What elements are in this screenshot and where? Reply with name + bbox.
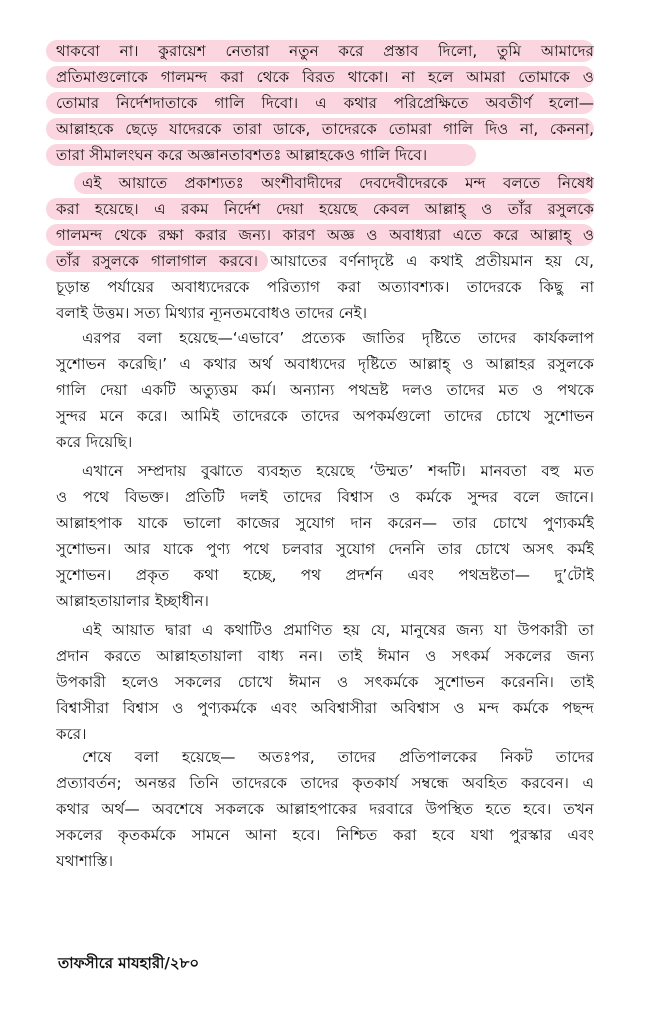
text-line: চূড়ান্ত পর্যায়ের অবাধ্যদেরকে পরিত্যাগ করা অত্যাবশ্যক। তাদেরকে কিছু না bbox=[56, 278, 594, 296]
text-line: সুশোভন করেছি।’ এ কথার অর্থ অবাধ্যদের দৃষ্টিতে আল্লাহ্ ও আল্লাহর রসুলকে bbox=[56, 355, 594, 373]
text-line: সকলের কৃতকর্মকে সামনে আনা হবে। নিশ্চিত করা হবে যথা পুরস্কার এবং bbox=[56, 826, 594, 844]
text-line: সুশোভন। আর যাকে পুণ্য পথে চলবার সুযোগ দেননি তার চোখে অসৎ কর্মই bbox=[56, 540, 594, 558]
text-line: বলাই উত্তম। সত্য মিথ্যার ন্যূনতমবোধও তাদের নেই। bbox=[56, 304, 368, 322]
text-line: তোমার নির্দেশদাতাকে গালি দিবো। এ কথার পরিপ্রেক্ষিতে অবতীর্ণ হলো— bbox=[56, 94, 594, 112]
text-line: গালি দেয়া একটি অত্যুত্তম কর্ম। অন্যান্য পথভ্রষ্ট দলও তাদের মত ও পথকে bbox=[56, 381, 594, 399]
text-line: থাকবো না। কুরায়েশ নেতারা নতুন করে প্রস্তাব দিলো, তুমি আমাদের bbox=[56, 42, 594, 60]
text-line: আল্লাহপাক যাকে ভালো কাজের সুযোগ দান করেন— তার চোখে পুণ্যকর্মই bbox=[56, 514, 594, 532]
text-line: শেষে বলা হয়েছে— অতঃপর, তাদের প্রতিপালকের নিকট তাদের bbox=[82, 748, 594, 766]
text-line: প্রদান করতে আল্লাহতায়ালা বাধ্য নন। তাই ঈমান ও সৎকর্ম সকলের জন্য bbox=[56, 647, 594, 665]
text-line: তাঁর রসুলকে গালাগাল করবে। আয়াতের বর্ণনাদৃষ্টে এ কথাই প্রতীয়মান হয় যে, bbox=[56, 252, 594, 270]
page-footer: তাফসীরে মাযহারী/২৮০ bbox=[58, 954, 200, 972]
text-line: তারা সীমালংঘন করে অজ্ঞানতাবশতঃ আল্লাহকেও গালি দিবে। bbox=[56, 146, 428, 164]
text-line: করে দিয়েছি। bbox=[56, 433, 133, 451]
text-line: ও পথে বিভক্ত। প্রতিটি দলই তাদের বিশ্বাস ও কর্মকে সুন্দর বলে জানে। bbox=[56, 488, 594, 506]
text-line: উপকারী হলেও সকলের চোখে ঈমান ও সৎকর্মকে সুশোভন করেননি। তাই bbox=[56, 673, 594, 691]
text-line: এই আয়াতে প্রকাশ্যতঃ অংশীবাদীদের দেবদেবীদেরকে মন্দ বলতে নিষেধ bbox=[82, 174, 594, 192]
text-line: প্রত্যাবর্তন; অনন্তর তিনি তাদেরকে তাদের কৃতকার্য সম্বন্ধে অবহিত করবেন। এ bbox=[56, 774, 594, 792]
text-line: সুশোভন। প্রকৃত কথা হচ্ছে, পথ প্রদর্শন এবং পথভ্রষ্টতা— দু’টোই bbox=[56, 566, 594, 584]
text-line: এরপর বলা হয়েছে—‘এভাবে’ প্রত্যেক জাতির দৃষ্টিতে তাদের কার্যকলাপ bbox=[82, 329, 594, 347]
text-line: সুন্দর মনে করে। আমিই তাদেরকে তাদের অপকর্মগুলো তাদের চোখে সুশোভন bbox=[56, 407, 594, 425]
text-line: গালমন্দ থেকে রক্ষা করার জন্য। কারণ অজ্ঞ ও অবাধ্যরা এতে করে আল্লাহ্ ও bbox=[56, 226, 594, 244]
text-line: যথাশাস্তি। bbox=[56, 852, 114, 870]
text-line: করে। bbox=[56, 725, 87, 743]
text-line: বিশ্বাসীরা বিশ্বাস ও পুণ্যকর্মকে এবং অবিশ্বাসীরা অবিশ্বাস ও মন্দ কর্মকে পছন্দ bbox=[56, 699, 594, 717]
text-line: আল্লাহকে ছেড়ে যাদেরকে তারা ডাকে, তাদেরকে তোমরা গালি দিও না, কেননা, bbox=[56, 120, 594, 138]
text-line: আল্লাহতায়ালার ইচ্ছাধীন। bbox=[56, 592, 209, 610]
text-line: কথার অর্থ— অবশেষে সকলকে আল্লাহপাকের দরবারে উপস্থিত হতে হবে। তখন bbox=[56, 800, 594, 818]
text-line: এখানে সম্প্রদায় বুঝাতে ব্যবহৃত হয়েছে ‘উম্মত’ শব্দটি। মানবতা বহু মত bbox=[82, 462, 594, 480]
text-line: এই আয়াত দ্বারা এ কথাটিও প্রমাণিত হয় যে, মানুষের জন্য যা উপকারী তা bbox=[82, 621, 594, 639]
text-line: করা হয়েছে। এ রকম নির্দেশ দেয়া হয়েছে কেবল আল্লাহ্ ও তাঁর রসুলকে bbox=[56, 200, 594, 218]
text-line: প্রতিমাগুলোকে গালমন্দ করা থেকে বিরত থাকো। না হলে আমরা তোমাকে ও bbox=[56, 68, 594, 86]
